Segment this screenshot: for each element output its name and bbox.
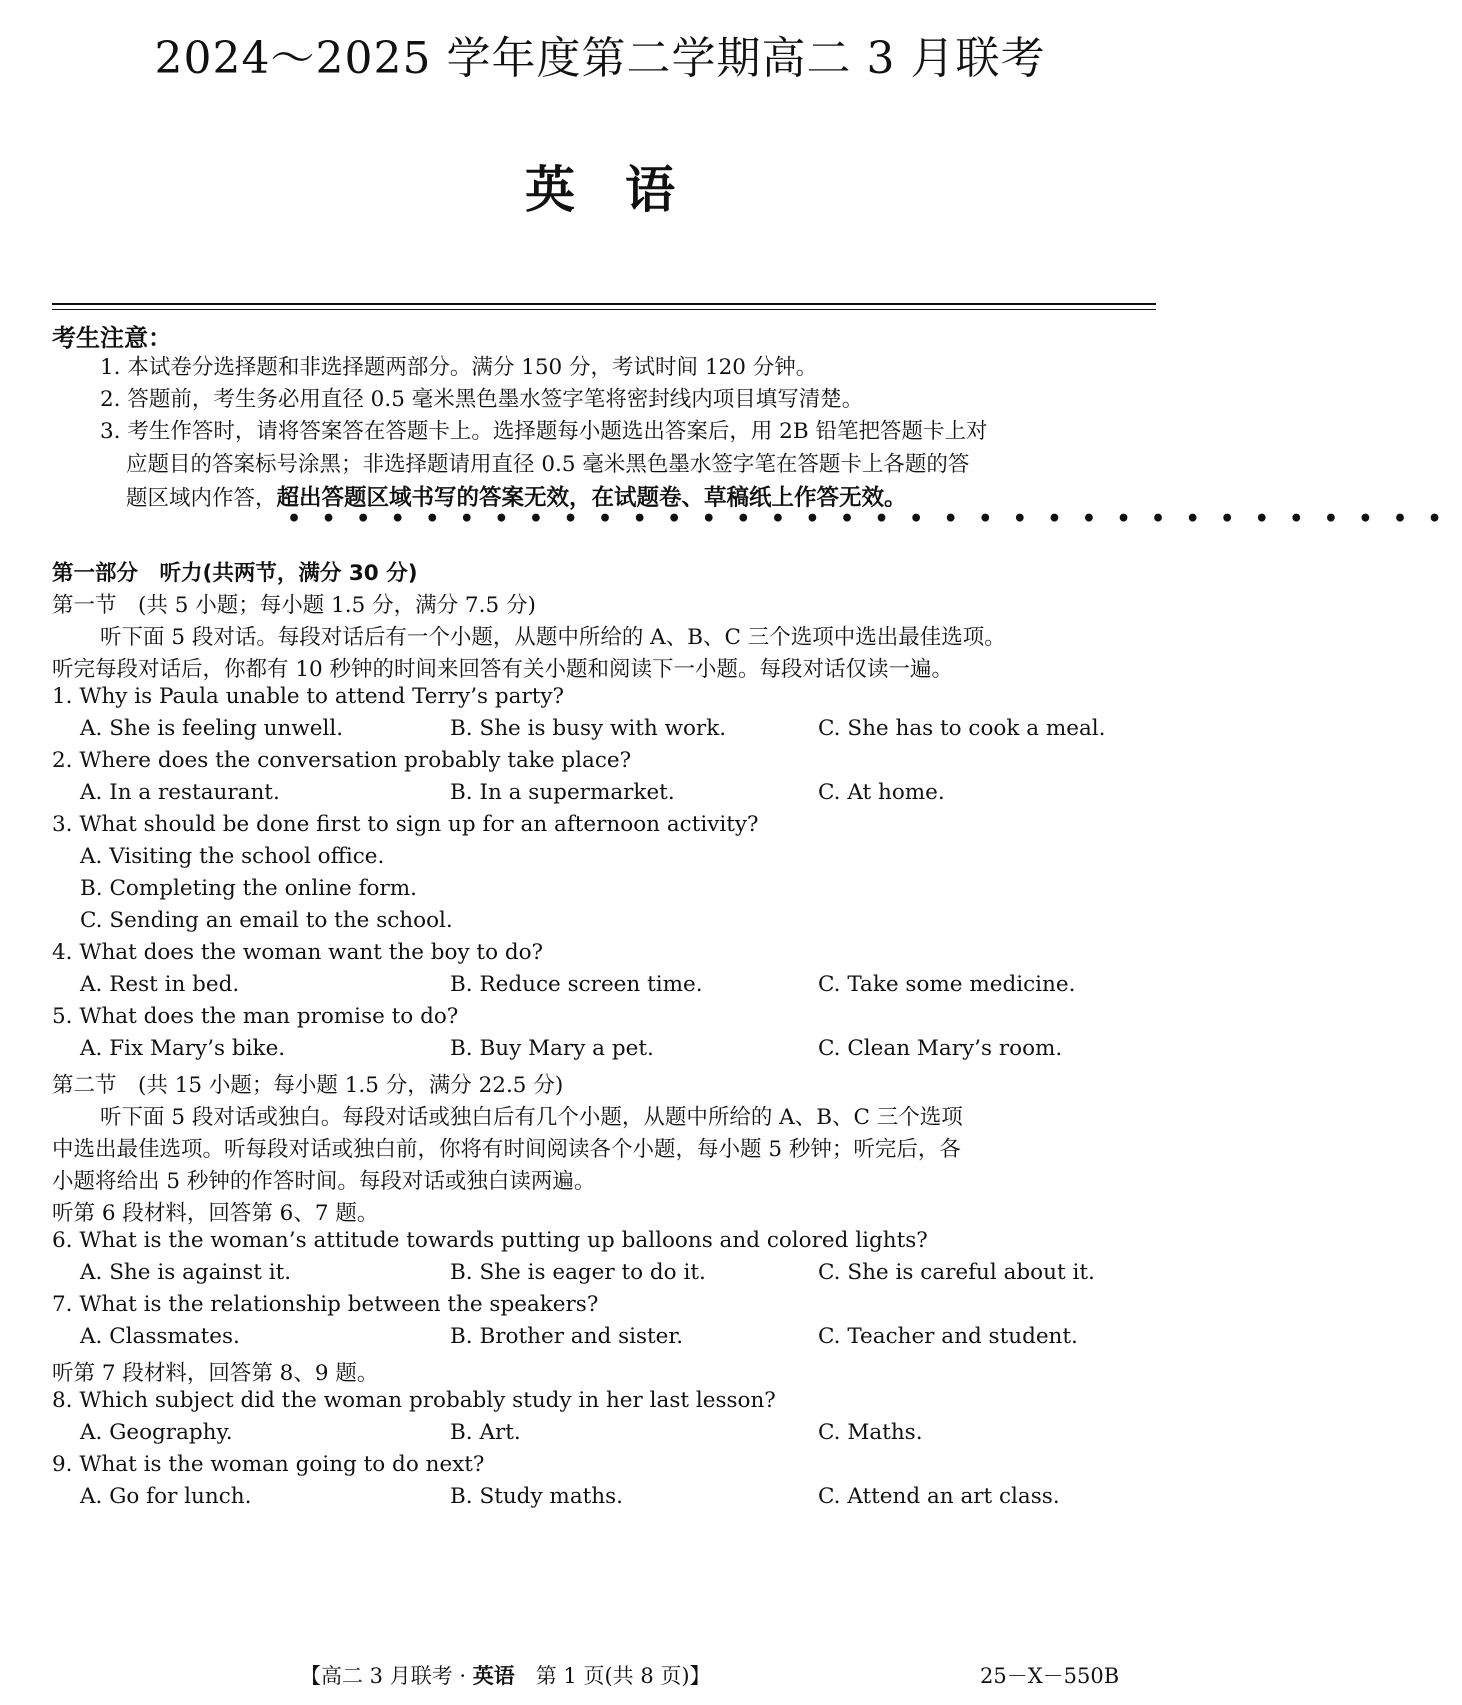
q6-option-a: A. She is against it.: [80, 1260, 292, 1285]
q2-option-a: A. In a restaurant.: [80, 780, 280, 805]
footer-subject: 英语: [472, 1664, 515, 1688]
q6-option-b: B. She is eager to do it.: [450, 1260, 706, 1285]
notice-item-3-cont: 应题目的答案标号涂黑；非选择题请用直径 0.5 毫米黑色墨水签字笔在答题卡上各题的答: [126, 452, 970, 477]
question-3: 3. What should be done first to sign up for an afternoon activity?: [52, 812, 759, 837]
page-footer: [300, 1660, 711, 1690]
question-2: 2. Where does the conversation probably take place?: [52, 748, 632, 773]
q5-option-c: C. Clean Mary’s room.: [818, 1036, 1063, 1061]
q7-option-b: B. Brother and sister.: [450, 1324, 684, 1349]
material-7-heading: 听第 7 段材料，回答第 8、9 题。: [52, 1361, 379, 1386]
q2-option-c: C. At home.: [818, 780, 945, 805]
q5-option-b: B. Buy Mary a pet.: [450, 1036, 654, 1061]
section2-instruction-3: 小题将给出 5 秒钟的作答时间。每段对话或独白读两遍。: [52, 1169, 596, 1194]
section1-instruction-2: 听完每段对话后，你都有 10 秒钟的时间来回答有关小题和阅读下一小题。每段对话仅读一遍。: [52, 657, 954, 682]
paper-code: 25－X－550B: [980, 1664, 1120, 1688]
section2-instruction-1: 听下面 5 段对话或独白。每段对话或独白后有几个小题，从题中所给的 A、B、C 三个选项: [100, 1105, 963, 1130]
question-6: 6. What is the woman’s attitude towards putting up balloons and colored lights?: [52, 1228, 928, 1253]
q9-option-a: A. Go for lunch.: [80, 1484, 252, 1509]
q8-option-b: B. Art.: [450, 1420, 521, 1445]
notice-item-3-tail: 题区域内作答，: [126, 486, 277, 511]
part1-heading: 第一部分 听力(共两节，满分 30 分): [52, 561, 418, 586]
footer-page: 第 1 页(共 8 页)】: [514, 1664, 711, 1688]
section2-heading: 第二节 (共 15 小题；每小题 1.5 分，满分 22.5 分): [52, 1073, 564, 1098]
notice-item-3: 3. 考生作答时，请将答案答在答题卡上。选择题每小题选出答案后，用 2B 铅笔把答题卡上对: [100, 419, 988, 444]
question-7: 7. What is the relationship between the speakers?: [52, 1292, 599, 1317]
q9-option-c: C. Attend an art class.: [818, 1484, 1060, 1509]
q3-option-b: B. Completing the online form.: [80, 876, 417, 901]
header-rule: [52, 303, 1156, 305]
q7-option-c: C. Teacher and student.: [818, 1324, 1078, 1349]
question-5: 5. What does the man promise to do?: [52, 1004, 459, 1029]
question-1: 1. Why is Paula unable to attend Terry’s party?: [52, 684, 565, 709]
header-rule-thin: [52, 309, 1156, 310]
q4-option-a: A. Rest in bed.: [80, 972, 240, 997]
emphasis-dots: ••••••••••••••••••••••••••••••••••: [287, 506, 1462, 532]
question-4: 4. What does the woman want the boy to do?: [52, 940, 544, 965]
subject-title: 英语: [525, 161, 725, 219]
notice-item-2: 2. 答题前，考生务必用直径 0.5 毫米黑色墨水签字笔将密封线内项目填写清楚。: [100, 387, 864, 412]
material-6-heading: 听第 6 段材料，回答第 6、7 题。: [52, 1201, 379, 1226]
q4-option-c: C. Take some medicine.: [818, 972, 1076, 997]
q8-option-c: C. Maths.: [818, 1420, 923, 1445]
q7-option-a: A. Classmates.: [80, 1324, 240, 1349]
q1-option-b: B. She is busy with work.: [450, 716, 727, 741]
q3-option-c: C. Sending an email to the school.: [80, 908, 453, 933]
question-9: 9. What is the woman going to do next?: [52, 1452, 485, 1477]
q8-option-a: A. Geography.: [80, 1420, 233, 1445]
section1-heading: 第一节 (共 5 小题；每小题 1.5 分，满分 7.5 分): [52, 593, 536, 618]
notice-emphasis: 超出答题区域书写的答案无效，在试题卷、草稿纸上作答无效。: [276, 485, 907, 511]
footer-bracket-open: 【: [300, 1664, 321, 1688]
q4-option-b: B. Reduce screen time.: [450, 972, 703, 997]
footer-exam: 高二 3 月联考 ·: [321, 1664, 473, 1688]
q1-option-c: C. She has to cook a meal.: [818, 716, 1106, 741]
notice-item-1: 1. 本试卷分选择题和非选择题两部分。满分 150 分，考试时间 120 分钟。: [100, 355, 818, 380]
notice-heading: 考生注意：: [52, 324, 172, 352]
section1-instruction-1: 听下面 5 段对话。每段对话后有一个小题，从题中所给的 A、B、C 三个选项中选出最佳选项。: [100, 625, 1006, 650]
exam-title: 2024～2025 学年度第二学期高二 3 月联考: [154, 33, 1046, 84]
question-8: 8. Which subject did the woman probably study in her last lesson?: [52, 1388, 776, 1413]
q1-option-a: A. She is feeling unwell.: [80, 716, 344, 741]
q5-option-a: A. Fix Mary’s bike.: [80, 1036, 286, 1061]
q6-option-c: C. She is careful about it.: [818, 1260, 1095, 1285]
q2-option-b: B. In a supermarket.: [450, 780, 675, 805]
section2-instruction-2: 中选出最佳选项。听每段对话或独白前，你将有时间阅读各个小题，每小题 5 秒钟；听完后，各: [52, 1137, 961, 1162]
q9-option-b: B. Study maths.: [450, 1484, 623, 1509]
q3-option-a: A. Visiting the school office.: [80, 844, 385, 869]
